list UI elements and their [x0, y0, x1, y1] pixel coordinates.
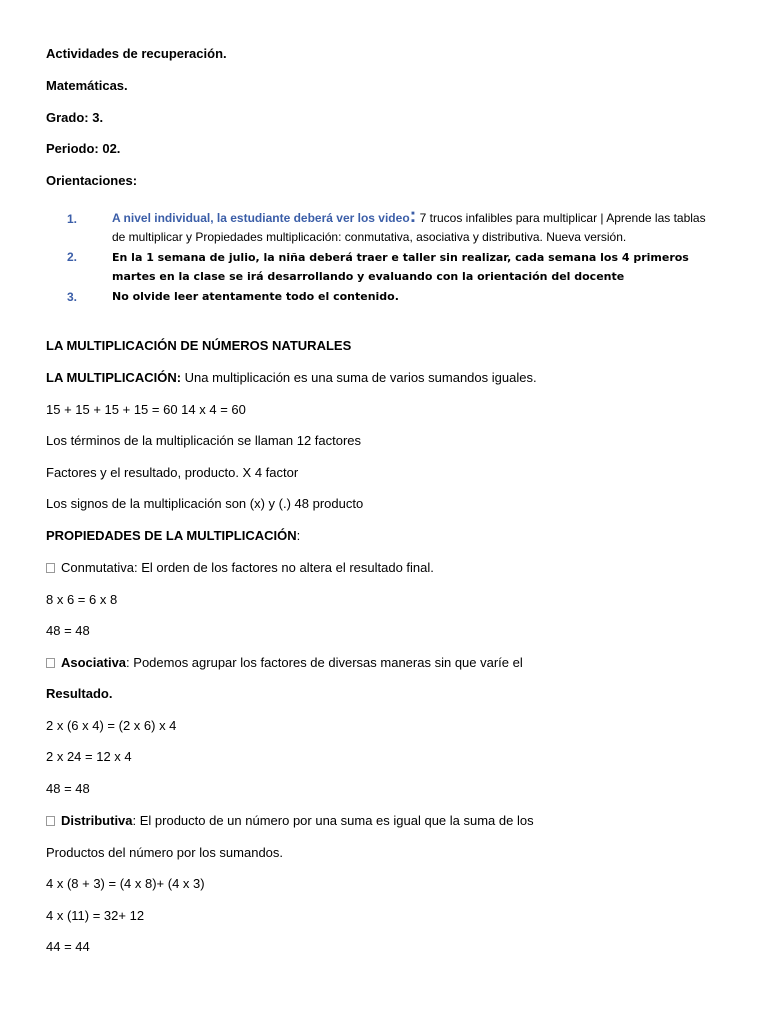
doc-subject: Matemáticas.: [46, 78, 128, 93]
distributiva-eq-2: 4 x (11) = 32+ 12: [46, 908, 145, 923]
orientation-1-colon: :: [409, 205, 417, 227]
asociativa-eq-2: 2 x 24 = 12 x 4: [46, 749, 132, 764]
doc-grade: Grado: 3.: [46, 110, 104, 125]
conmutativa-text: : El orden de los factores no altera el resultado final.: [133, 560, 434, 575]
orientation-1-number: 1.: [67, 212, 78, 226]
properties-title: PROPIEDADES DE LA MULTIPLICACIÓN: [46, 528, 297, 543]
conmutativa-property: [46, 560, 434, 576]
asociativa-text: : Podemos agrupar los factores de diversas maneras sin que varíe el: [126, 655, 523, 670]
distributiva-label: Distributiva: [61, 813, 133, 828]
distributiva-eq-1: 4 x (8 + 3) = (4 x 8)+ (4 x 3): [46, 876, 205, 891]
signs-line: Los signos de la multiplicación son (x) y (.) 48 producto: [46, 496, 364, 511]
conmutativa-eq-2: 48 = 48: [46, 623, 90, 638]
asociativa-eq-1: 2 x (6 x 4) = (2 x 6) x 4: [46, 718, 177, 733]
factors-line: Factores y el resultado, producto. X 4 factor: [46, 465, 299, 480]
orientation-3: No olvide leer atentamente todo el contenido.: [112, 290, 399, 303]
orientation-1-lead: A nivel individual, la estudiante deberá ver los video: [112, 211, 410, 225]
distributiva-property: [46, 813, 534, 829]
bullet-box-icon: [46, 816, 55, 826]
orientation-2: En la 1 semana de julio, la niña deberá traer e taller sin realizar, cada semana los 4 primeros martes en la clase se irá desarrollando y evaluando con la orientación del docente: [112, 251, 689, 283]
distributiva-eq-3: 44 = 44: [46, 939, 90, 954]
doc-title: Actividades de recuperación.: [46, 46, 227, 61]
terms-line: Los términos de la multiplicación se llaman 12 factores: [46, 433, 362, 448]
distributiva-continuation: Productos del número por los sumandos.: [46, 845, 284, 860]
asociativa-continuation: Resultado.: [46, 686, 113, 701]
example-line: 15 + 15 + 15 + 15 = 60 14 x 4 = 60: [46, 402, 246, 417]
multiplication-definition: [46, 370, 537, 386]
multiplication-label: LA MULTIPLICACIÓN:: [46, 370, 182, 385]
bullet-box-icon: [46, 658, 55, 668]
conmutativa-label: Conmutativa: [61, 560, 134, 575]
doc-orientations-heading: Orientaciones:: [46, 173, 138, 188]
section-title: LA MULTIPLICACIÓN DE NÚMEROS NATURALES: [46, 338, 352, 353]
multiplication-text: Una multiplicación es una suma de varios sumandos iguales.: [181, 370, 537, 385]
properties-title-colon: :: [296, 528, 301, 543]
conmutativa-eq-1: 8 x 6 = 6 x 8: [46, 592, 118, 607]
doc-period: Periodo: 02.: [46, 141, 121, 156]
asociativa-eq-3: 48 = 48: [46, 781, 90, 796]
orientation-1-rest: 7 trucos infalibles para multiplicar | Aprende las tablas de multiplicar y Propiedades multiplicación: conmutativa, asociativa y distributiva. Nueva versión.: [112, 211, 706, 244]
orientation-3-number: 3.: [67, 290, 78, 304]
asociativa-label: Asociativa: [61, 655, 127, 670]
asociativa-property: [46, 655, 523, 671]
orientation-1: [112, 205, 712, 247]
properties-heading: [46, 528, 300, 544]
bullet-box-icon: [46, 563, 55, 573]
distributiva-text: : El producto de un número por una suma es igual que la suma de los: [132, 813, 534, 828]
orientation-2-number: 2.: [67, 250, 78, 264]
